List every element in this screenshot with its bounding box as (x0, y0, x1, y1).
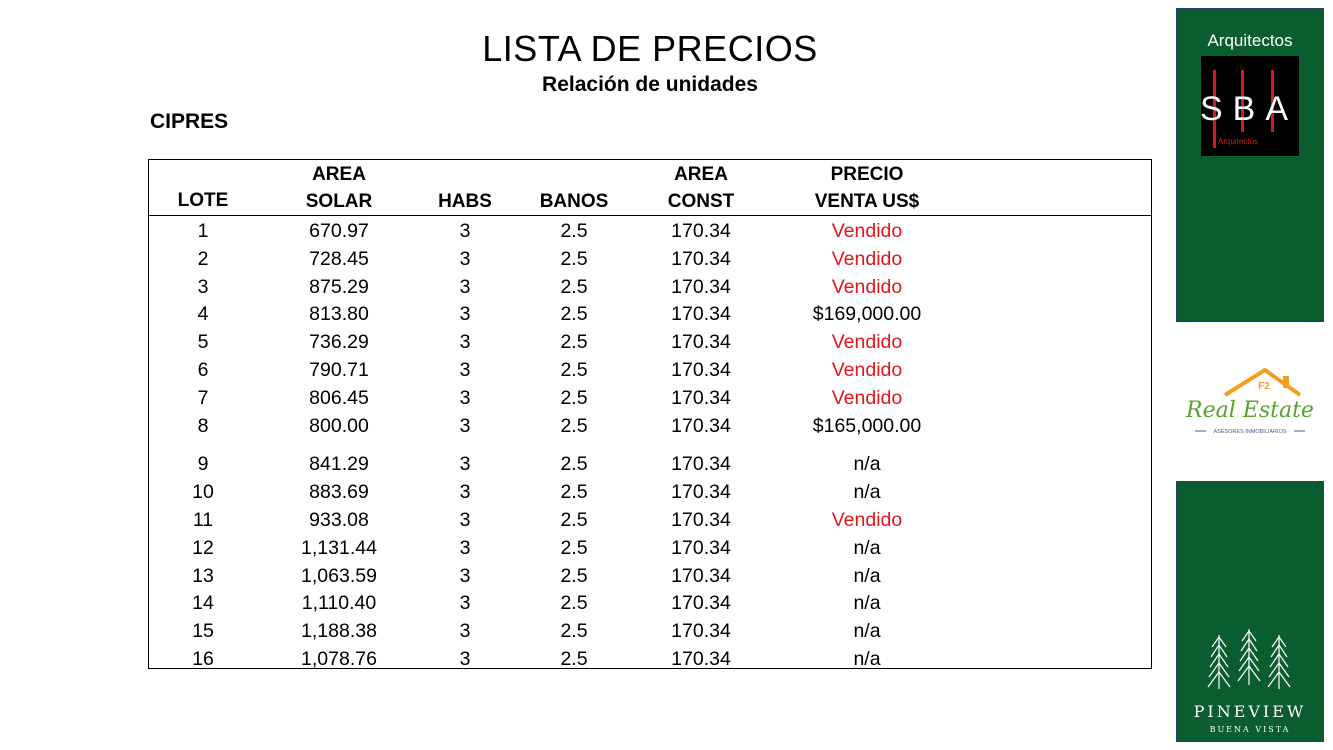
table-row (149, 506, 1151, 534)
cell-banos: 2.5 (560, 386, 588, 409)
page-subtitle: Relación de unidades (542, 73, 758, 96)
real-estate-logo-graphic (1180, 365, 1320, 440)
pineview-subtitle: BUENA VISTA (1209, 725, 1291, 734)
cell-lote: 5 (197, 331, 209, 354)
header-banos: BANOS (539, 191, 609, 212)
cell-habs: 3 (459, 359, 471, 381)
cell-lote: 6 (197, 359, 209, 381)
cell-area-solar: 883.69 (309, 481, 369, 504)
cell-precio: Vendido (831, 509, 903, 531)
cell-lote: 2 (197, 247, 209, 270)
cell-precio: Vendido (831, 247, 903, 270)
pine-trees-icon (1177, 627, 1325, 697)
svg-text:SBA: SBA (1201, 90, 1299, 128)
cell-habs: 3 (459, 275, 471, 298)
cell-habs: 3 (459, 220, 471, 242)
cell-precio: n/a (853, 453, 881, 476)
header-habs: HABS (438, 191, 492, 212)
table-row (149, 328, 1151, 356)
cell-area-solar: 841.29 (309, 453, 369, 476)
cell-banos: 2.5 (560, 220, 588, 242)
real-estate-logo (1180, 365, 1320, 440)
cell-lote: 1 (197, 220, 209, 242)
cell-area-const: 170.34 (671, 453, 731, 476)
cell-area-solar: 800.00 (309, 414, 369, 437)
cell-area-const: 170.34 (671, 359, 731, 381)
table-row (149, 217, 1151, 245)
table-row (149, 562, 1151, 590)
cell-banos: 2.5 (560, 275, 588, 298)
cell-area-solar: 1,110.40 (301, 592, 377, 615)
cell-lote: 15 (192, 620, 214, 643)
cell-area-solar: 1,078.76 (301, 648, 377, 670)
header-precio-line1: PRECIO (830, 164, 904, 185)
cell-area-solar: 813.80 (309, 303, 369, 326)
cell-banos: 2.5 (560, 303, 588, 326)
cell-area-const: 170.34 (671, 220, 731, 242)
cell-area-const: 170.34 (671, 386, 731, 409)
cell-habs: 3 (459, 564, 471, 587)
pineview-name: PINEVIEW (1193, 702, 1307, 721)
cell-area-const: 170.34 (671, 564, 731, 587)
pineview-panel (1176, 481, 1324, 742)
cell-area-const: 170.34 (671, 592, 731, 615)
cell-area-const: 170.34 (671, 247, 731, 270)
header-precio-line2: VENTA US$ (814, 191, 920, 212)
cell-lote: 9 (197, 453, 209, 476)
header-area-solar-line2: SOLAR (305, 191, 373, 212)
cell-habs: 3 (459, 331, 471, 354)
cell-banos: 2.5 (560, 509, 588, 531)
cell-lote: 14 (192, 592, 214, 615)
cell-banos: 2.5 (560, 247, 588, 270)
cell-lote: 16 (192, 648, 214, 670)
table-row (149, 645, 1151, 673)
cell-lote: 13 (192, 564, 214, 587)
cell-lote: 3 (197, 275, 209, 298)
cell-area-solar: 728.45 (309, 247, 369, 270)
cell-precio: n/a (853, 564, 881, 587)
table-row (149, 384, 1151, 412)
svg-text:Arquitectos: Arquitectos (1218, 137, 1259, 146)
cell-precio: Vendido (831, 386, 903, 409)
cell-precio: Vendido (831, 359, 903, 381)
header-lote: LOTE (177, 190, 229, 211)
cell-area-solar: 933.08 (309, 509, 369, 531)
cell-banos: 2.5 (560, 620, 588, 643)
cell-habs: 3 (459, 592, 471, 615)
cell-area-solar: 736.29 (309, 331, 369, 354)
table-header (149, 160, 1151, 216)
table-row (149, 534, 1151, 562)
cell-area-solar: 875.29 (309, 275, 369, 298)
cell-lote: 8 (197, 414, 209, 437)
cell-area-const: 170.34 (671, 509, 731, 531)
sba-logo-graphic (1201, 56, 1299, 156)
cell-area-const: 170.34 (671, 414, 731, 437)
cell-banos: 2.5 (560, 536, 588, 559)
cell-habs: 3 (459, 386, 471, 409)
cell-lote: 11 (192, 509, 214, 531)
sba-arquitectos-label: Arquitectos (1207, 31, 1293, 50)
cell-habs: 3 (459, 620, 471, 643)
cell-precio: n/a (853, 536, 881, 559)
cell-area-solar: 790.71 (309, 359, 369, 381)
cell-precio: $169,000.00 (812, 303, 922, 326)
header-area-solar-line1: AREA (312, 164, 366, 185)
table-row (149, 617, 1151, 645)
table-row (149, 245, 1151, 273)
cell-habs: 3 (459, 648, 471, 670)
cell-precio: n/a (853, 592, 881, 615)
sba-panel (1176, 8, 1324, 322)
header-area-const-line1: AREA (674, 164, 728, 185)
table-row (149, 589, 1151, 617)
cell-area-const: 170.34 (671, 620, 731, 643)
cell-banos: 2.5 (560, 564, 588, 587)
cell-precio: Vendido (831, 275, 903, 298)
price-table (148, 159, 1152, 669)
cell-area-solar: 1,188.38 (301, 620, 377, 643)
cell-banos: 2.5 (560, 592, 588, 615)
cell-precio: Vendido (831, 220, 903, 242)
cell-lote: 10 (192, 481, 214, 504)
cell-precio: n/a (853, 481, 881, 504)
svg-text:Real Estate: Real Estate (1186, 398, 1314, 423)
cell-area-const: 170.34 (671, 536, 731, 559)
cell-precio: n/a (853, 620, 881, 643)
cell-area-const: 170.34 (671, 275, 731, 298)
cell-banos: 2.5 (560, 331, 588, 354)
cell-area-const: 170.34 (671, 481, 731, 504)
cell-area-solar: 670.97 (309, 220, 369, 242)
cell-banos: 2.5 (560, 359, 588, 381)
cell-area-const: 170.34 (671, 331, 731, 354)
cell-lote: 7 (197, 386, 209, 409)
table-row (149, 450, 1151, 478)
cell-habs: 3 (459, 303, 471, 326)
cell-precio: Vendido (831, 331, 903, 354)
cell-precio: n/a (853, 648, 881, 670)
cell-precio: $165,000.00 (812, 414, 922, 437)
cell-habs: 3 (459, 509, 471, 531)
cell-habs: 3 (459, 481, 471, 504)
svg-text:ASESORES INMOBILIARIOS: ASESORES INMOBILIARIOS (1213, 429, 1287, 435)
cell-lote: 4 (197, 303, 209, 326)
cell-area-solar: 806.45 (309, 386, 369, 409)
cell-area-solar: 1,131.44 (301, 536, 377, 559)
table-row (149, 412, 1151, 440)
header-area-const-line2: CONST (667, 191, 735, 212)
cell-lote: 12 (192, 536, 214, 559)
cell-area-const: 170.34 (671, 303, 731, 326)
table-row (149, 356, 1151, 384)
cell-habs: 3 (459, 453, 471, 476)
cell-banos: 2.5 (560, 453, 588, 476)
table-row (149, 478, 1151, 506)
cell-banos: 2.5 (560, 414, 588, 437)
cell-habs: 3 (459, 414, 471, 437)
page-title: LISTA DE PRECIOS (482, 28, 818, 69)
sba-logo (1201, 56, 1299, 156)
table-row (149, 300, 1151, 328)
cell-area-solar: 1,063.59 (301, 564, 377, 587)
svg-text:F2: F2 (1258, 381, 1270, 392)
cell-habs: 3 (459, 247, 471, 270)
cell-habs: 3 (459, 536, 471, 559)
section-title: CIPRES (150, 110, 229, 133)
table-row (149, 273, 1151, 301)
cell-area-const: 170.34 (671, 648, 731, 670)
cell-banos: 2.5 (560, 648, 588, 670)
cell-banos: 2.5 (560, 481, 588, 504)
